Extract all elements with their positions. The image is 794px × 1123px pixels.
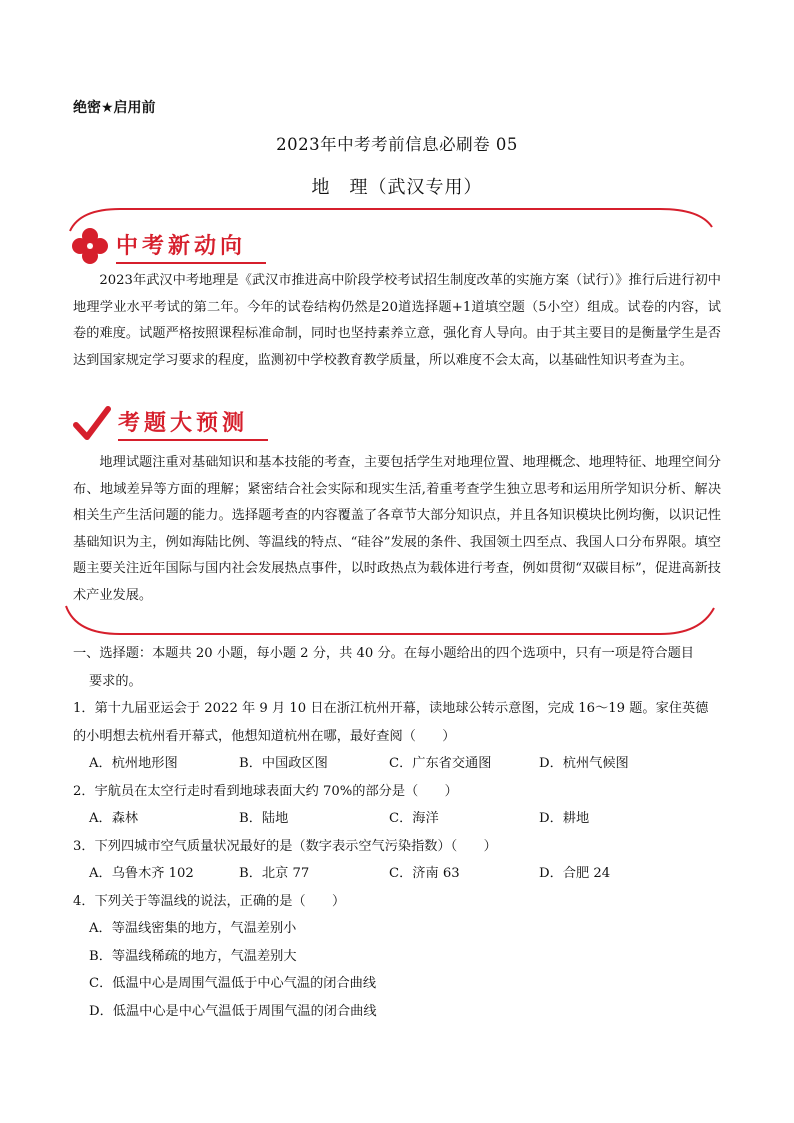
option-row <box>73 805 733 833</box>
option-a: A．等温线密集的地方，气温差别小 <box>89 921 297 936</box>
option-a: A．乌鲁木齐 102 <box>89 866 194 881</box>
option-c: C．海洋 <box>389 811 439 826</box>
checkmark-icon <box>72 403 112 443</box>
question-stem: 3．下列四城市空气质量状况最好的是（数字表示空气污染指数）（ ） <box>73 838 497 854</box>
option-b: B．等温线稀疏的地方，气温差别大 <box>89 948 297 964</box>
option-list <box>73 915 733 1025</box>
question-section <box>73 640 733 1025</box>
frame-bottom-curve <box>60 600 720 640</box>
section-header-trends <box>70 226 266 266</box>
section-paragraph-trends: 2023年武汉中考地理是《武汉市推进高中阶段学校考试招生制度改革的实施方案（试行）》推行后进行初中地理学业水平考试的第二年。今年的试卷结构仍然是20道选择题+1道填空题（5小空）组成。试卷的内容，试卷的难度。试题严格按照课程标准命制，同时也坚持素养立意，强化育人导向。由于其主要目的是衡量学生是否达到国家规定学习要求的程度，监测初中学校教育教学质量，所以难度不会太高，以基础性知识考查为主。 <box>73 273 721 368</box>
option-b: B．中国政区图 <box>239 756 328 771</box>
paper-title: 2023年中考考前信息必刷卷 05 <box>276 135 518 154</box>
question-stem: 1．第十九届亚运会于 2022 年 9 月 10 日在浙江杭州开幕，读地球公转示意图，完成 16～19 题。家住英德 <box>73 701 709 716</box>
section-underline <box>116 262 266 264</box>
option-b: B．陆地 <box>239 811 289 826</box>
part-heading: 一、选择题：本题共 20 小题，每小题 2 分，共 40 分。在每小题给出的四个选项中，只有一项是符合题目 <box>73 646 694 661</box>
question-2 <box>73 778 733 833</box>
option-c: C．济南 63 <box>389 866 460 881</box>
option-a: A．杭州地形图 <box>89 756 178 771</box>
section-title-trends: 中考新动向 <box>116 233 247 259</box>
option-d: D．耕地 <box>539 811 590 826</box>
question-stem-cont: 的小明想去杭州看开幕式，他想知道杭州在哪，最好查阅（ ） <box>73 728 456 744</box>
option-d: D．低温中心是中心气温低于周围气温的闭合曲线 <box>89 1003 377 1019</box>
option-c: C．广东省交通图 <box>389 756 492 771</box>
option-d: D．合肥 24 <box>539 866 611 881</box>
option-row <box>73 860 733 888</box>
option-row <box>73 750 733 778</box>
question-1 <box>73 695 733 778</box>
option-c: C．低温中心是周围气温低于中心气温的闭合曲线 <box>89 976 377 991</box>
confidential-label: 绝密★启用前 <box>73 100 156 116</box>
question-stem: 2．宇航员在太空行走时看到地球表面大约 70%的部分是（ ） <box>73 783 458 799</box>
section-title-predictions: 考题大预测 <box>118 410 249 436</box>
paper-subtitle: 地 理（武汉专用） <box>311 177 483 198</box>
section-header-predictions <box>72 403 268 443</box>
part-heading-cont: 要求的。 <box>89 673 142 689</box>
option-d: D．杭州气候图 <box>539 756 629 771</box>
section-underline <box>118 439 268 441</box>
question-4 <box>73 888 733 1026</box>
option-b: B．北京 77 <box>239 866 310 881</box>
question-stem: 4．下列关于等温线的说法，正确的是（ ） <box>73 893 346 909</box>
clover-icon <box>70 226 110 266</box>
question-3 <box>73 833 733 888</box>
option-a: A．森林 <box>89 811 139 826</box>
section-paragraph-predictions: 地理试题注重对基础知识和基本技能的考查，主要包括学生对地理位置、地理概念、地理特征、地理空间分布、地域差异等方面的理解；紧密结合社会实际和现实生活,着重考查学生独立思考和运用所学知识分析、解决相关生产生活问题的能力。选择题考查的内容覆盖了各章节大部分知识点，并且各知识模块比例均衡，以识记性基础知识为主，例如海陆比例、等温线的特点、“硅谷”发展的条件、我国领土四至点、我国人口分布界限。填空题主要关注近年国际与国内社会发展热点事件，以时政热点为载体进行考查，例如贯彻“双碳目标”，促进高新技术产业发展。 <box>73 455 721 603</box>
